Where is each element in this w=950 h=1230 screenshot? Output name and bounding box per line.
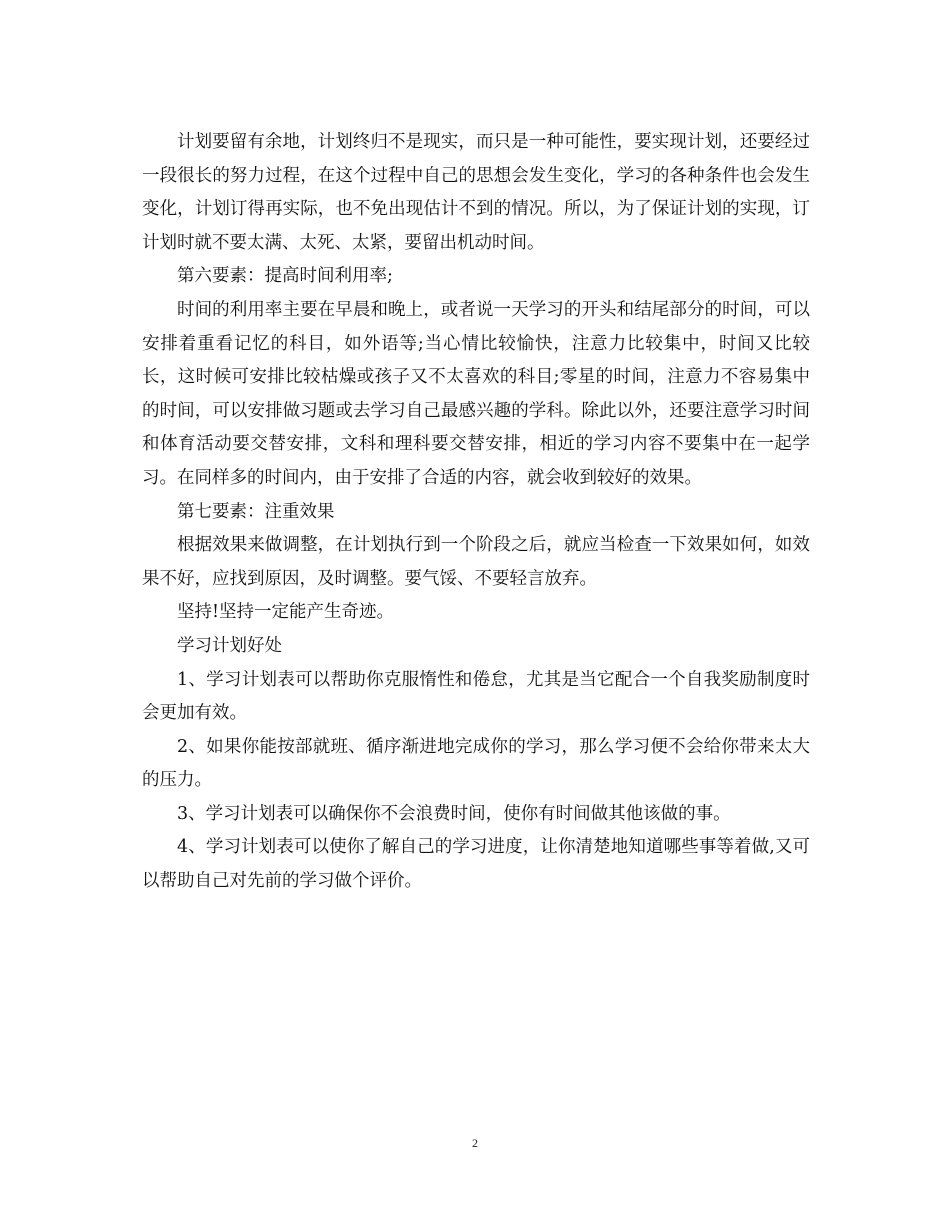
paragraph-reserve-time: 计划要留有余地，计划终归不是现实，而只是一种可能性，要实现计划，还要经过一段很长的努力过程，在这个过程中自己的思想会发生变化，学习的各种条件也会发生变化，计划订得再实际，也不免出现估计不到的情况。所以，为了保证计划的实现，订计划时就不要太满、太死、太紧，要留出机动时间。 (142, 132, 810, 253)
page-number: 2 (472, 1136, 478, 1150)
paragraph-persist: 坚持!坚持一定能产生奇迹。 (177, 602, 395, 623)
benefit-item-4: 4、学习计划表可以使你了解自己的学习进度，让你清楚地知道哪些事等着做,又可以帮助自己对先前的学习做个评价。 (142, 837, 810, 892)
heading-sixth-element: 第六要素：提高时间利用率; (177, 266, 393, 287)
document-body (142, 126, 810, 899)
benefit-item-3: 3、学习计划表可以确保你不会浪费时间，使你有时间做其他该做的事。 (177, 803, 731, 824)
benefit-item-2: 2、如果你能按部就班、循序渐进地完成你的学习，那么学习便不会给你带来太大的压力。 (142, 736, 810, 791)
paragraph-adjust-by-effect: 根据效果来做调整，在计划执行到一个阶段之后，就应当检查一下效果如何，如效果不好，应找到原因，及时调整。要气馁、不要轻言放弃。 (142, 535, 810, 589)
heading-seventh-element: 第七要素：注重效果 (177, 501, 335, 522)
paragraph-time-utilization: 时间的利用率主要在早晨和晚上，或者说一天学习的开头和结尾部分的时间，可以安排着重看记忆的科目，如外语等;当心情比较愉快，注意力比较集中，时间又比较长，这时候可安排比较枯燥或孩子又不太喜欢的科目;零星的时间，注意力不容易集中的时间，可以安排做习题或去学习自己最感兴趣的学科。除此以外，还要注意学习时间和体育活动要交替安排，文科和理科要交替安排，相近的学习内容不要集中在一起学习。在同样多的时间内，由于安排了合适的内容，就会收到较好的效果。 (142, 299, 810, 488)
benefit-item-1: 1、学习计划表可以帮助你克服惰性和倦怠，尤其是当它配合一个自我奖励制度时会更加有效。 (142, 669, 810, 724)
heading-plan-benefits: 学习计划好处 (177, 635, 282, 656)
